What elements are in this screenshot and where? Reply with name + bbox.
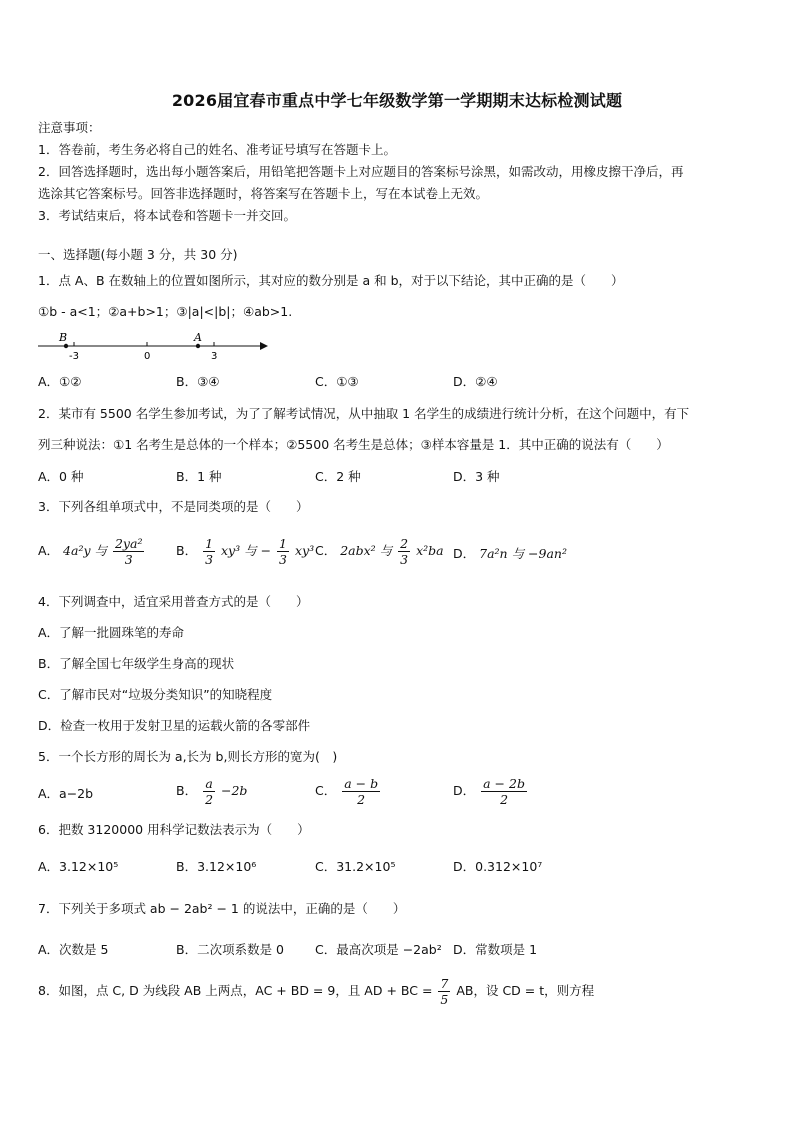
q8-stem-a: 8．如图，点 C, D 为线段 AB 上两点，AC + BD = 9，且 AD + BC = (38, 983, 433, 998)
q2-stem-line-2: 列三种说法：①1 名考生是总体的一个样本；②5500 名考生是总体；③样本容量是 1．其中正确的说法有（ ） (38, 437, 669, 452)
tick-label-minus-3: -3 (69, 351, 79, 362)
q5-option-b[interactable] (176, 776, 247, 807)
q5-c-fraction (342, 776, 380, 807)
q5-b-tail: −2b (221, 783, 248, 798)
q3-c-tail: x²ba (416, 543, 444, 558)
q5-option-d[interactable] (453, 776, 529, 807)
point-b-label: B (59, 332, 68, 344)
q3-option-c[interactable] (315, 536, 444, 567)
q3-b-den1: 3 (205, 552, 214, 567)
q1-option-d[interactable]: D．②④ (453, 374, 498, 389)
q2-stem-line-1: 2．某市有 5500 名学生参加考试，为了了解考试情况，从中抽取 1 名学生的成绩进行统计分析，在这个问题中，有下 (38, 406, 690, 421)
q6-option-d[interactable]: D．0.312×10⁷ (453, 859, 543, 874)
q3-b-tail: xy³ (294, 543, 315, 558)
q7-option-c[interactable]: C．最高次项是 −2ab² (315, 942, 442, 957)
notice-item-2: 2．回答选择题时，选出每小题答案后，用铅笔把答题卡上对应题目的答案标号涂黑，如需改动，用橡皮擦干净后，再 (38, 164, 684, 179)
q5-option-c[interactable] (315, 776, 382, 807)
q3-c-fraction (398, 536, 410, 567)
q3-b-den2: 3 (279, 552, 287, 567)
q4-option-a[interactable]: A．了解一批圆珠笔的寿命 (38, 625, 185, 640)
q3-a-fraction (113, 536, 144, 567)
q3-b-fraction-2 (277, 536, 289, 567)
q3-stem: 3．下列各组单项式中，不是同类项的是（ ） (38, 499, 309, 514)
q5-option-a[interactable]: A．a−2b (38, 786, 94, 801)
q8-stem-b: AB，设 CD = t，则方程 (456, 983, 595, 998)
q5-c-den: 2 (357, 792, 366, 807)
point-a-label: A (194, 332, 202, 344)
q3-d-expr: 7a²n 与 −9an² (479, 546, 567, 561)
number-line-arrow-icon (260, 342, 268, 350)
q7-option-d[interactable]: D．常数项是 1 (453, 942, 538, 957)
q7-option-a[interactable]: A．次数是 5 (38, 942, 109, 957)
q3-b-num1: 1 (205, 536, 214, 551)
q8-num: 7 (440, 976, 449, 991)
q3-a-label: A． (38, 543, 60, 558)
q3-b-num2: 1 (279, 536, 287, 551)
notice-item-2-cont: 选涂其它答案标号。回答非选择题时，将答案写在答题卡上，写在本试卷上无效。 (38, 186, 489, 201)
q5-b-den: 2 (205, 792, 214, 807)
q7-option-b[interactable]: B．二次项系数是 0 (176, 942, 285, 957)
q5-c-num: a − b (344, 776, 379, 791)
q2-option-c[interactable]: C．2 种 (315, 469, 361, 484)
q5-d-num: a − 2b (483, 776, 525, 791)
q8-stem (38, 976, 594, 1007)
section-heading: 一、选择题(每小题 3 分，共 30 分) (38, 247, 238, 262)
q7-stem: 7．下列关于多项式 ab − 2ab² − 1 的说法中，正确的是（ ） (38, 901, 406, 916)
exam-title: 2026届宜春市重点中学七年级数学第一学期期末达标检测试题 (171, 91, 623, 110)
q6-option-b[interactable]: B．3.12×10⁶ (176, 859, 257, 874)
q3-c-den: 3 (400, 552, 409, 567)
q5-c-label: C． (315, 783, 337, 798)
q3-b-label: B． (176, 543, 198, 558)
point-a (196, 344, 200, 348)
q6-option-c[interactable]: C．31.2×10⁵ (315, 859, 396, 874)
q3-c-left: 2abx² 与 (340, 543, 393, 558)
notice-item-1: 1．答卷前，考生务必将自己的姓名、准考证号填写在答题卡上。 (38, 142, 396, 157)
q6-stem: 6．把数 3120000 用科学记数法表示为（ ） (38, 822, 310, 837)
q5-d-fraction (481, 776, 527, 807)
q3-option-a[interactable] (38, 536, 146, 567)
q3-c-num: 2 (400, 536, 409, 551)
q3-b-fraction-1 (203, 536, 215, 567)
q5-stem: 5．一个长方形的周长为 a,长为 b,则长方形的宽为( ) (38, 749, 338, 764)
q3-c-label: C． (315, 543, 337, 558)
q4-stem: 4．下列调查中，适宜采用普查方式的是（ ） (38, 594, 309, 609)
q1-option-c[interactable]: C．①③ (315, 374, 359, 389)
q3-a-den: 3 (124, 552, 133, 567)
q1-stem: 1．点 A、B 在数轴上的位置如图所示，其对应的数分别是 a 和 b，对于以下结论，其中正确的是（ ） (38, 273, 624, 288)
point-b (64, 344, 68, 348)
q5-d-den: 2 (500, 792, 509, 807)
q6-option-a[interactable]: A．3.12×10⁵ (38, 859, 119, 874)
q3-option-d[interactable] (453, 546, 567, 562)
tick-label-3: 3 (211, 351, 218, 362)
q1-option-a[interactable]: A．①② (38, 374, 82, 389)
q2-option-a[interactable]: A．0 种 (38, 469, 84, 484)
q4-option-d[interactable]: D．检查一枚用于发射卫星的运载火箭的各零部件 (38, 718, 311, 733)
q5-b-num: a (205, 776, 213, 791)
q4-option-b[interactable]: B．了解全国七年级学生身高的现状 (38, 656, 235, 671)
q1-option-b[interactable]: B．③④ (176, 374, 220, 389)
q2-option-b[interactable]: B．1 种 (176, 469, 222, 484)
q5-b-label: B． (176, 783, 198, 798)
tick-label-0: 0 (144, 351, 151, 362)
q3-option-b[interactable] (176, 536, 314, 567)
q5-b-fraction (203, 776, 215, 807)
q8-fraction (438, 976, 450, 1007)
q3-a-left: 4a²y 与 (63, 543, 107, 558)
number-line-figure (36, 332, 276, 364)
q3-d-label: D． (453, 546, 476, 561)
q1-conditions: ①b - a<1；②a+b>1；③|a|<|b|；④ab>1. (38, 304, 293, 319)
q3-a-num: 2ya² (114, 536, 143, 551)
notice-item-3: 3．考试结束后，将本试卷和答题卡一并交回。 (38, 208, 296, 223)
q8-den: 5 (440, 992, 449, 1007)
q2-option-d[interactable]: D．3 种 (453, 469, 500, 484)
q5-d-label: D． (453, 783, 476, 798)
q3-b-mid: xy³ 与 − (221, 543, 272, 558)
q4-option-c[interactable]: C．了解市民对“垃圾分类知识”的知晓程度 (38, 687, 273, 702)
notice-heading: 注意事项： (38, 120, 101, 135)
